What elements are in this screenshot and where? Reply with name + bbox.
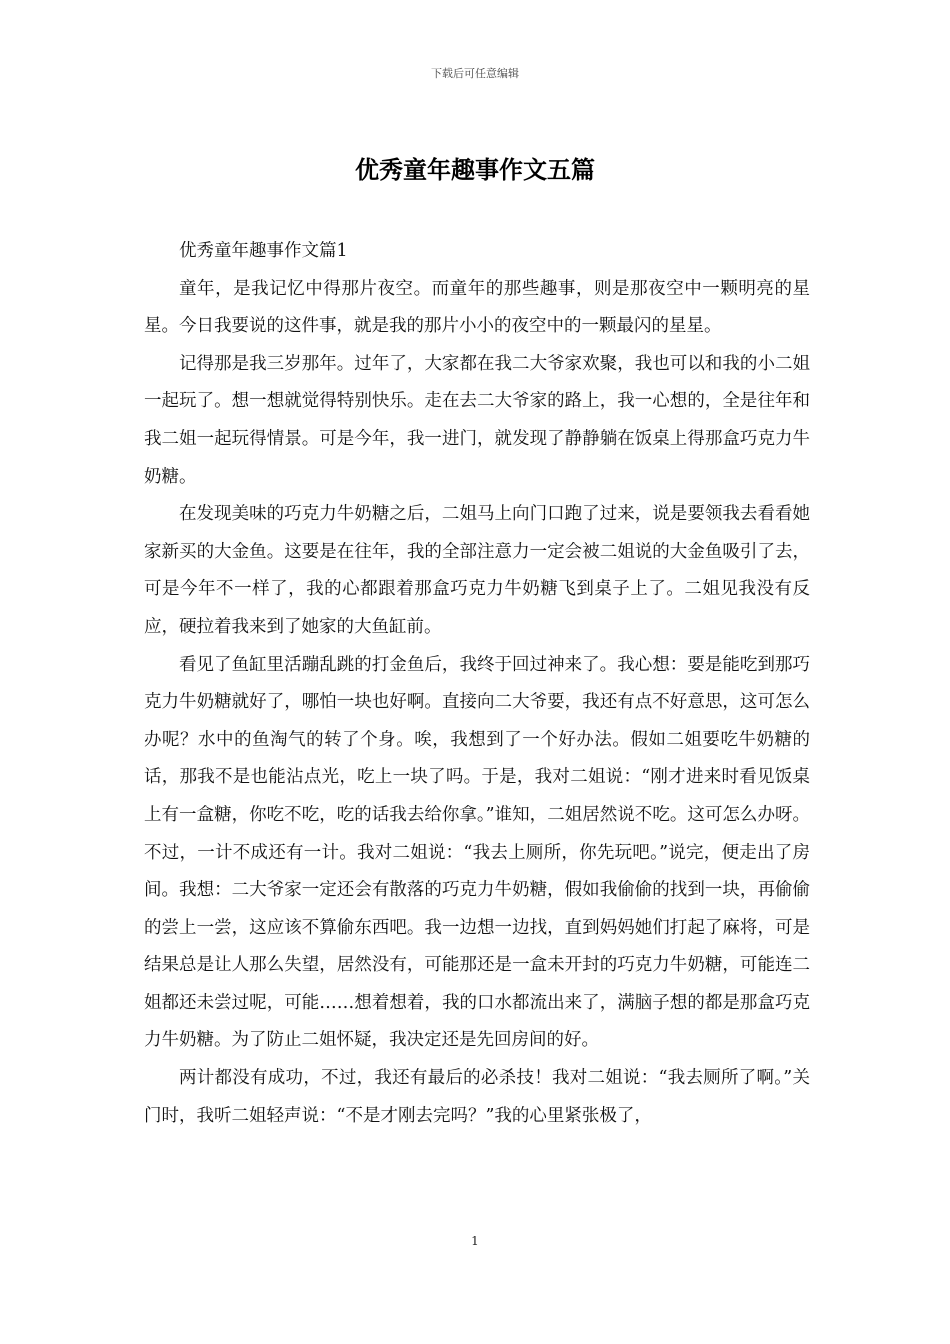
body-paragraph: 童年，是我记忆中得那片夜空。而童年的那些趣事，则是那夜空中一颗明亮的星星。今日我要说的这件事，就是我的那片小小的夜空中的一颗最闪的星星。 [144,278,810,337]
section-heading: 优秀童年趣事作文篇1 [179,241,348,261]
document-title: 优秀童年趣事作文五篇 [355,155,595,184]
body-paragraph: 记得那是我三岁那年。过年了，大家都在我二大爷家欢聚，我也可以和我的小二姐一起玩了。想一想就觉得特别快乐。走在去二大爷家的路上，我一心想的，全是往年和我二姐一起玩得情景。可是今年，我一进门，就发现了静静躺在饭桌上得那盒巧克力牛奶糖。 [144,353,810,487]
body-paragraph: 在发现美味的巧克力牛奶糖之后，二姐马上向门口跑了过来，说是要领我去看看她家新买的大金鱼。这要是在往年，我的全部注意力一定会被二姐说的大金鱼吸引了去，可是今年不一样了，我的心都跟着那盒巧克力牛奶糖飞到桌子上了。二姐见我没有反应，硬拉着我来到了她家的大鱼缸前。 [144,504,810,637]
body-paragraph: 看见了鱼缸里活蹦乱跳的打金鱼后，我终于回过神来了。我心想：要是能吃到那巧克力牛奶糖就好了，哪怕一块也好啊。直接向二大爷要，我还有点不好意思，这可怎么办呢？水中的鱼淘气的转了个身。唉，我想到了一个好办法。假如二姐要吃牛奶糖的话，那我不是也能沾点光，吃上一块了吗。于是，我对二姐说：“刚才进来时看见饭桌上有一盒糖，你吃不吃，吃的话我去给你拿。”谁知，二姐居然说不吃。这可怎么办呀。不过，一计不成还有一计。我对二姐说：“我去上厕所，你先玩吧。”说完，便走出了房间。我想：二大爷家一定还会有散落的巧克力牛奶糖，假如我偷偷的找到一块，再偷偷的尝上一尝，这应该不算偷东西吧。我一边想一边找，直到妈妈她们打起了麻将，可是结果总是让人那么失望，居然没有，可能那还是一盒未开封的巧克力牛奶糖，可能连二姐都还未尝过呢，可能……想着想着，我的口水都流出来了，满脑子想的都是那盒巧克力牛奶糖。为了防止二姐怀疑，我决定还是先回房间的好。 [144,654,810,1051]
document-body [144,233,810,1135]
page-number: 1 [471,1234,479,1248]
body-paragraph: 两计都没有成功，不过，我还有最后的必杀技！我对二姐说：“我去厕所了啊。”关门时，我听二姐轻声说：“不是才刚去完吗？”我的心里紧张极了， [144,1068,810,1126]
page-header-note: 下载后可任意编辑 [431,67,519,80]
